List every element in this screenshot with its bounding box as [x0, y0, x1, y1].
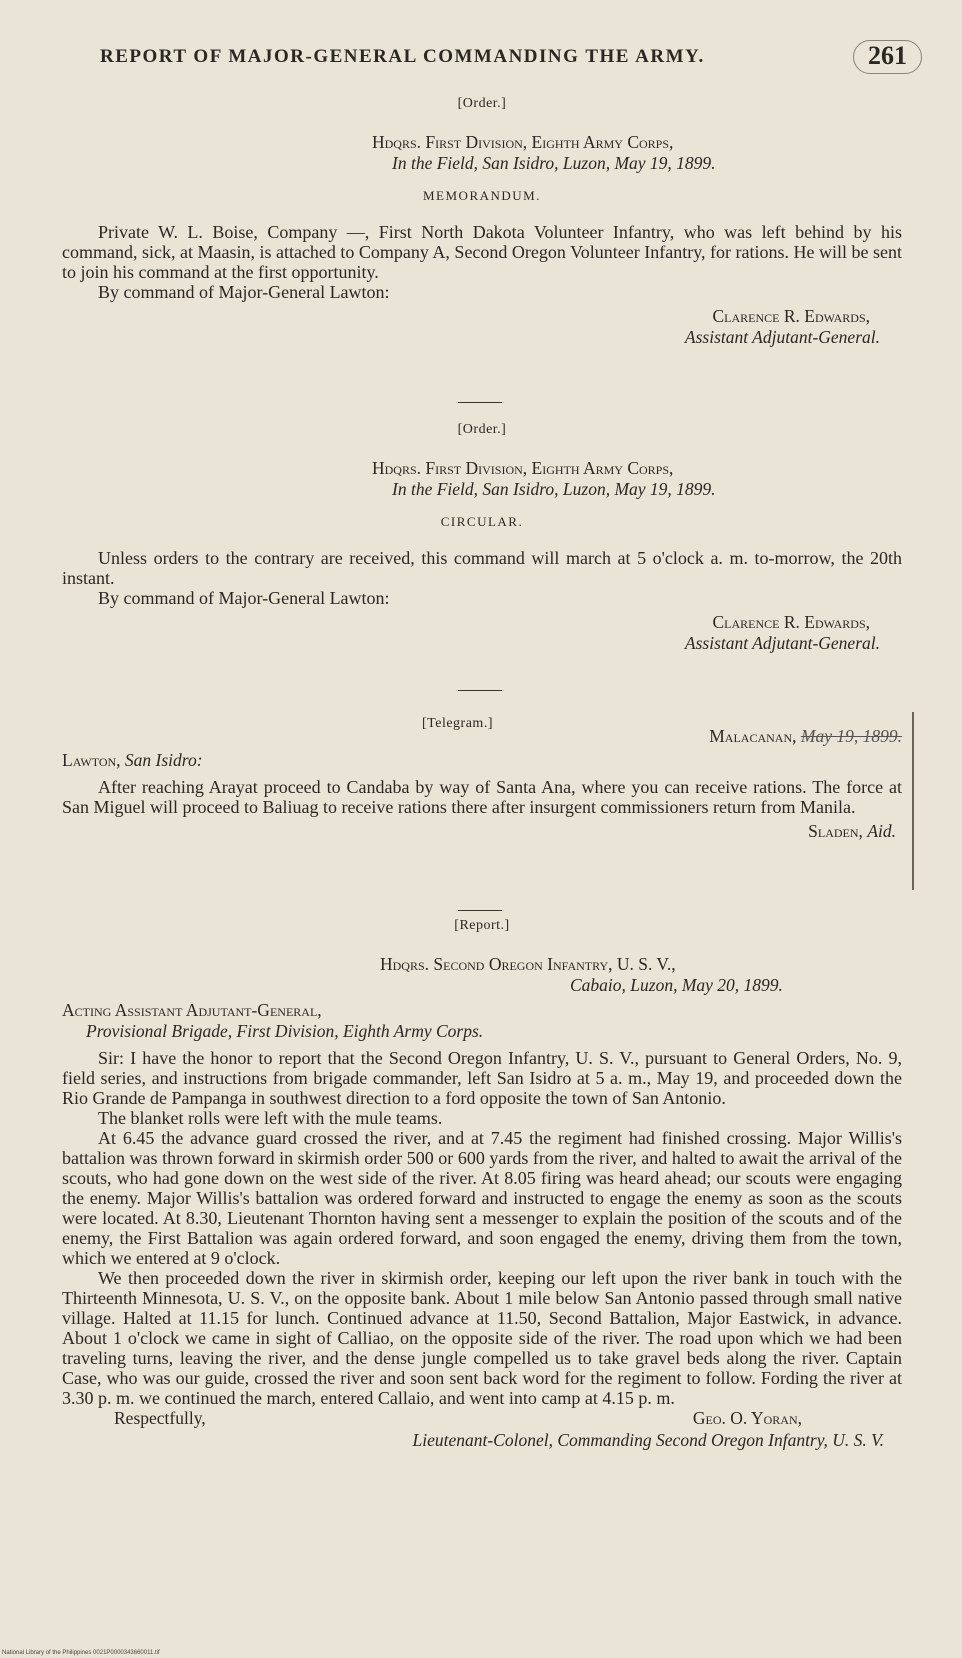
page-number: 261: [853, 40, 922, 74]
headquarters-line: Hdqrs. Second Oregon Infantry, U. S. V.,: [380, 954, 676, 974]
report-paragraph: The blanket rolls were left with the mule teams.: [98, 1108, 443, 1128]
closing-word: Respectfully,: [114, 1408, 206, 1428]
telegram-heading: [62, 716, 902, 750]
report-addressee-unit: Provisional Brigade, First Division, Eighth Army Corps.: [86, 1021, 484, 1041]
headquarters-place: Cabaio, Luzon, May 20, 1899.: [570, 975, 783, 995]
order-label: [Order.]: [457, 96, 507, 111]
headquarters-line: Hdqrs. First Division, Eighth Army Corps,: [372, 132, 674, 152]
report-paragraph: At 6.45 the advance guard crossed the river, and at 7.45 the regiment had finished crossing. Major Willis's battalion was thrown forward in skirmish order 500 or 600 yards from the river, and halted to await the arrival of the scouts, who had gone down on the west side of the river. At 8.05 firing was heard ahead; our scouts were engaging the enemy. Major Willis's battalion was ordered forward and instructed to engage the enemy as soon as the scouts were located. At 8.30, Lieutenant Thornton having sent a messenger to explain the position of the scouts and of the enemy, the First Battalion was again ordered forward, and soon engaged the enemy, driving them from the town, which we entered at 9 o'clock.: [62, 1128, 902, 1268]
origin-place: Malacanan,: [709, 726, 797, 746]
report-closing: [62, 1408, 902, 1430]
addressee-name: Lawton,: [62, 750, 121, 770]
origin-date: May 19, 1899.: [800, 726, 902, 746]
addressee-place: San Isidro:: [124, 750, 203, 770]
telegram-body: After reaching Arayat proceed to Candaba by way of Santa Ana, where you can receive rations. The force at San Miguel will proceed to Baliuag to receive rations there after insurgent commissioners return from Manila.: [62, 777, 902, 817]
report-paragraph: We then proceeded down the river in skirmish order, keeping our left upon the river bank in touch with the Thirteenth Minnesota, U. S. V., on the opposite bank. About 1 mile below San Antonio passed through small native village. Halted at 11.15 for lunch. Continued advance at 11.50, Second Battalion, Major Eastwick, in advance. About 1 o'clock we came in sight of Calliao, on the opposite side of the river. The road upon which we had been traveling turns, leaving the river, and the dense jungle compelled us to take gravel beds along the river. Captain Case, who was our guide, crossed the river and soon sent back word for the regiment to follow. Fording the river at 3.30 p. m. we continued the march, entered Callaio, and went into camp at 4.15 p. m.: [62, 1268, 902, 1408]
report-paragraph: Sir: I have the honor to report that the Second Oregon Infantry, U. S. V., pursuant to General Orders, No. 9, field series, and instructions from brigade commander, left San Isidro at 5 a. m., May 19, and proceeded down the Rio Grande de Pampanga in southwest direction to a ford opposite the town of San Antonio.: [62, 1048, 902, 1108]
report: [62, 918, 902, 1451]
order-circular: [62, 422, 902, 654]
signature-title: Assistant Adjutant-General.: [684, 633, 880, 653]
signature-block: [62, 612, 902, 654]
telegram-signature: [62, 821, 902, 842]
section-divider: [458, 402, 502, 403]
section-divider: [458, 690, 502, 691]
signature-title: Assistant Adjutant-General.: [684, 327, 880, 347]
memorandum-caption: MEMORANDUM.: [423, 188, 541, 203]
telegram-origin: [709, 726, 902, 747]
signature-block: [62, 306, 902, 348]
command-line: By command of Major-General Lawton:: [98, 588, 390, 608]
command-line: By command of Major-General Lawton:: [98, 282, 390, 302]
signature-name: Geo. O. Yoran,: [692, 1408, 802, 1428]
section-divider: [458, 910, 502, 911]
headquarters-place: In the Field, San Isidro, Luzon, May 19, 1899.: [392, 479, 716, 499]
order-label: [Order.]: [457, 422, 507, 437]
running-head: [100, 40, 922, 74]
signature-title: Aid.: [867, 821, 896, 841]
telegram: [62, 716, 902, 842]
headquarters-place: In the Field, San Isidro, Luzon, May 19, 1899.: [392, 153, 716, 173]
memorandum-body: Private W. L. Boise, Company —, First North Dakota Volunteer Infantry, who was left behind by his command, sick, at Maasin, is attached to Company A, Second Oregon Volunteer Infantry, for rations. He will be sent to join his command at the first opportunity.: [62, 222, 902, 282]
telegram-label: [Telegram.]: [422, 716, 493, 731]
margin-line: [912, 712, 914, 890]
report-addressee: Acting Assistant Adjutant-General,: [62, 1000, 322, 1020]
circular-caption: CIRCULAR.: [440, 514, 524, 529]
order-memorandum: [62, 96, 902, 348]
headquarters-line: Hdqrs. First Division, Eighth Army Corps,: [372, 458, 674, 478]
signature-title: Lieutenant-Colonel, Commanding Second Oregon Infantry, U. S. V.: [412, 1430, 884, 1450]
scan-tag: National Library of the Philippines 0021P0000343660011.tif: [2, 1650, 160, 1656]
signature-name: Clarence R. Edwards,: [712, 306, 870, 326]
telegram-addressee: [62, 750, 902, 771]
report-label: [Report.]: [454, 918, 510, 933]
running-title: REPORT OF MAJOR-GENERAL COMMANDING THE ARMY.: [100, 46, 705, 67]
signature-name: Sladen,: [808, 821, 863, 841]
circular-body: Unless orders to the contrary are received, this command will march at 5 o'clock a. m. to-morrow, the 20th instant.: [62, 548, 902, 588]
signature-name: Clarence R. Edwards,: [712, 612, 870, 632]
